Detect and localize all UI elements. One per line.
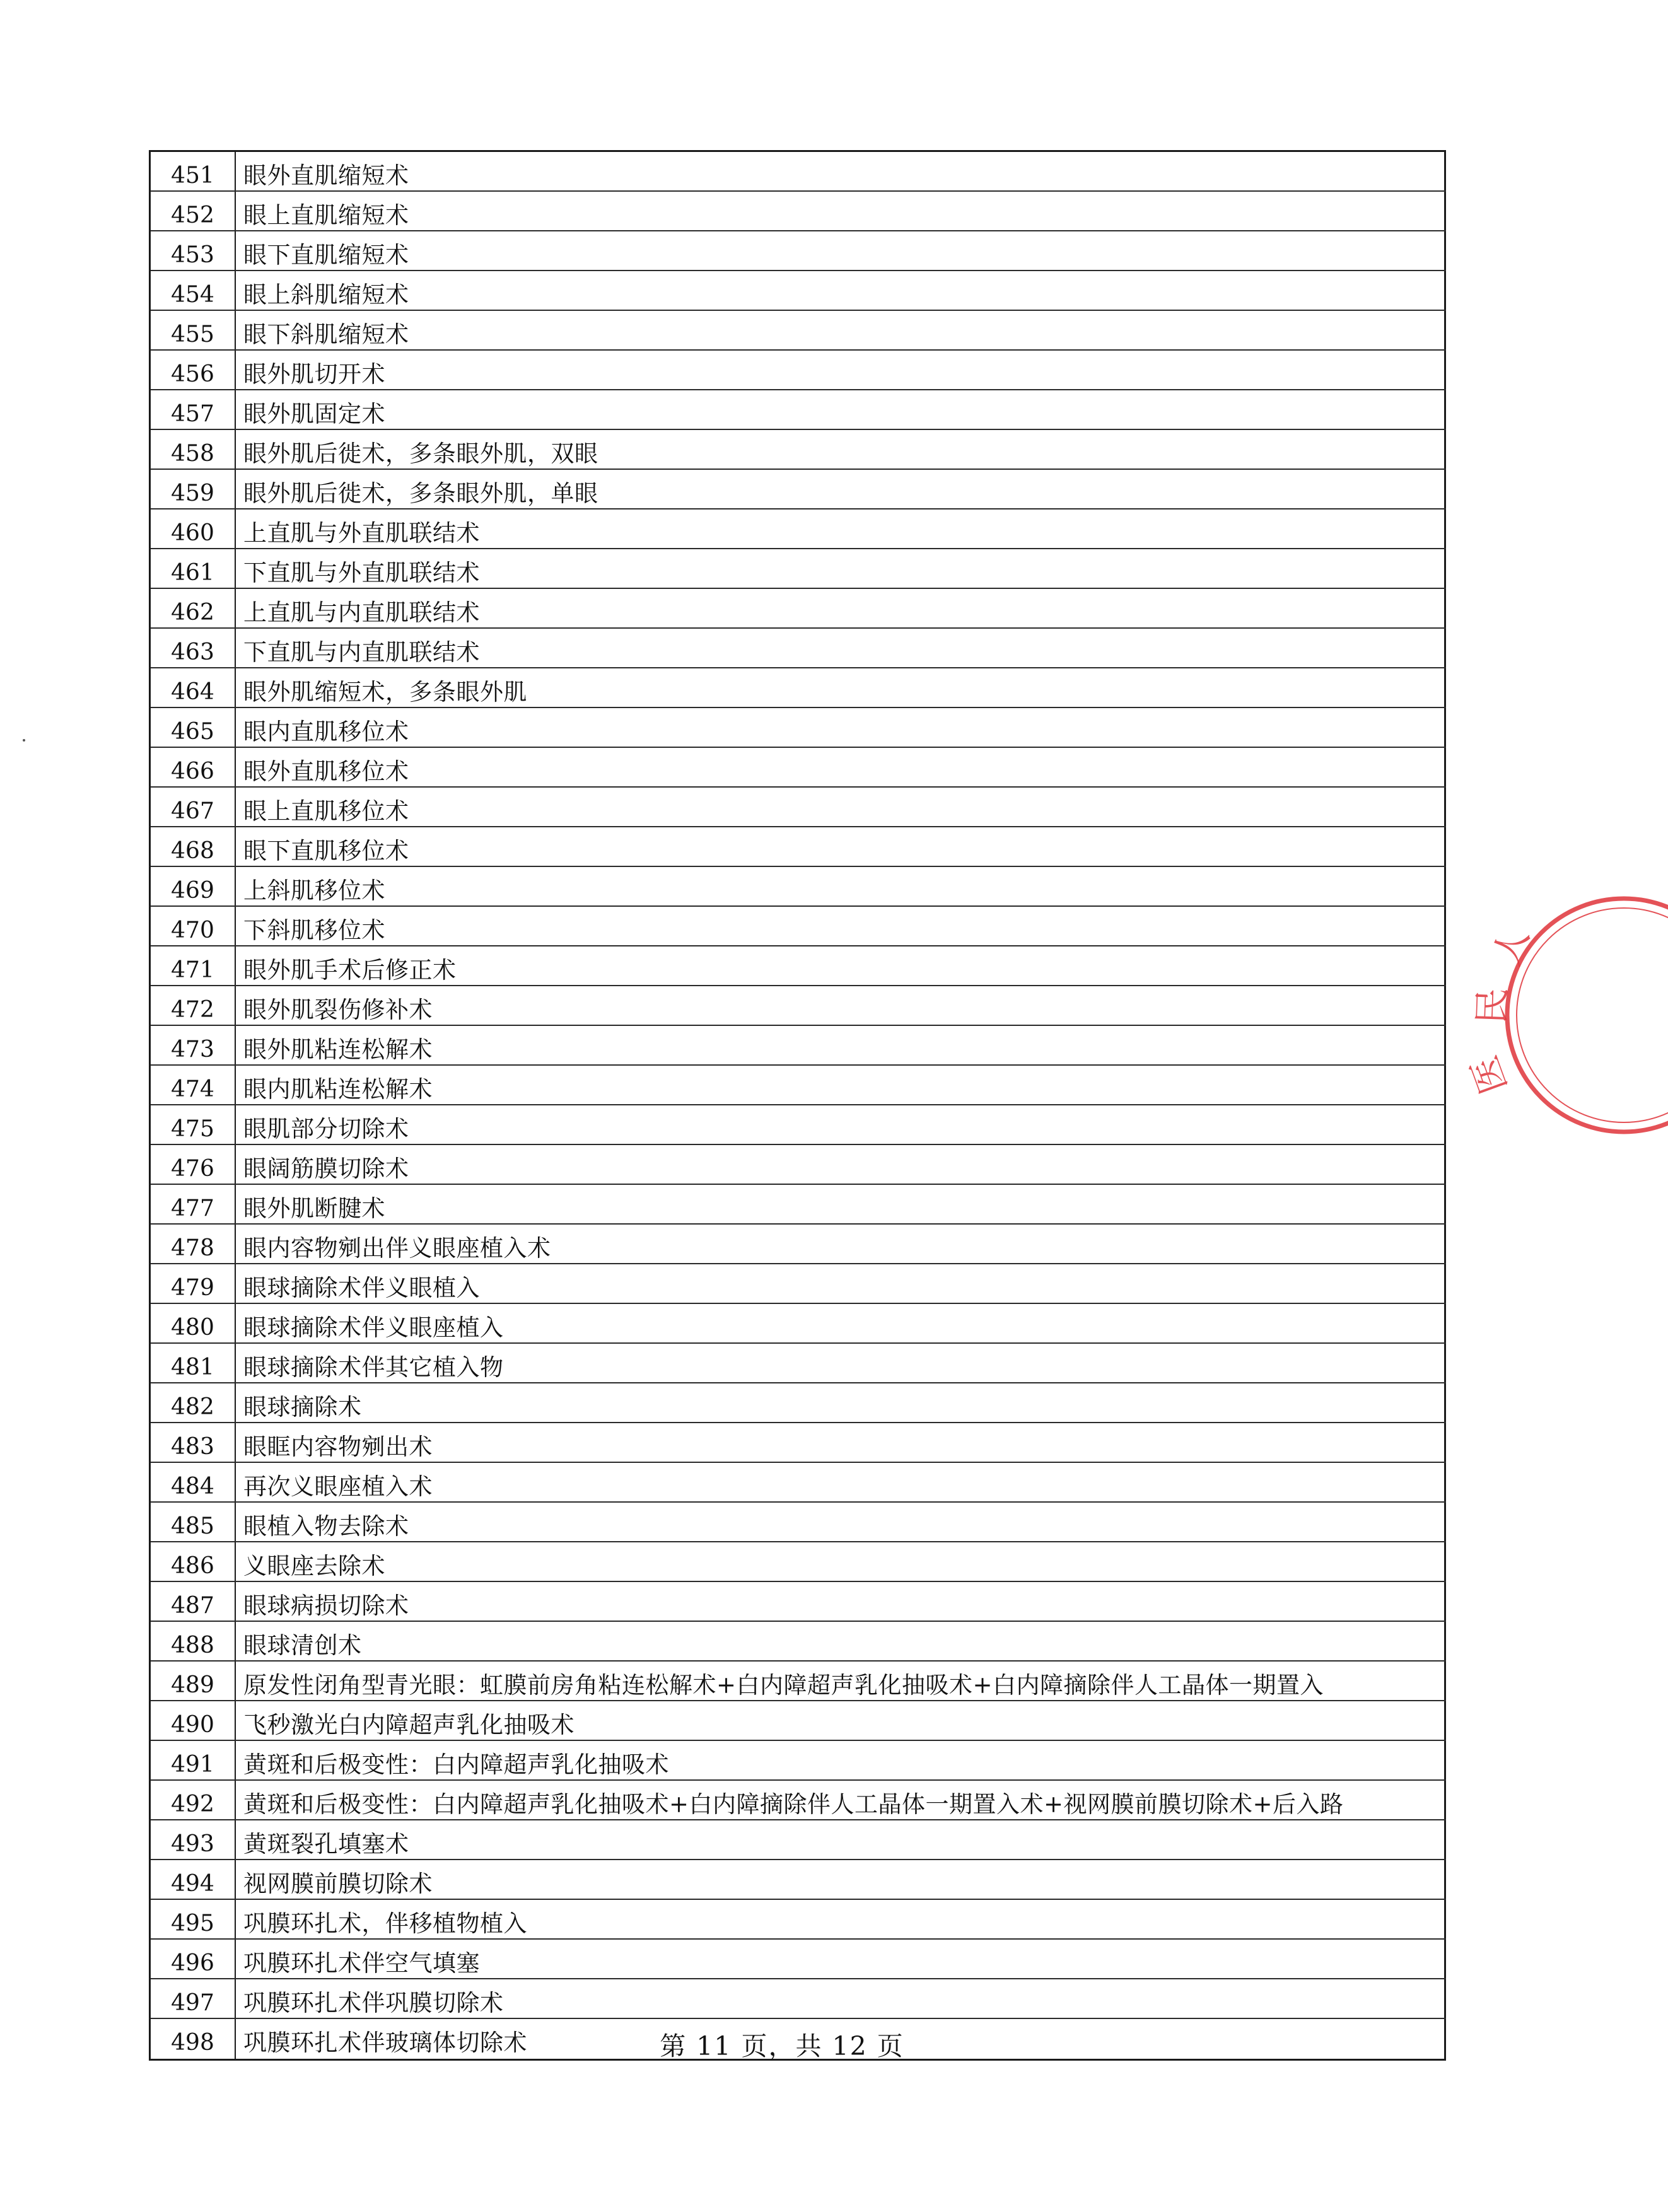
- table-row: [151, 1304, 1446, 1344]
- procedure-name: 眼外直肌移位术: [236, 748, 1446, 786]
- row-number: 490: [151, 1701, 236, 1740]
- table-row: [151, 946, 1446, 986]
- row-number: 472: [151, 986, 236, 1025]
- row-number: 486: [151, 1542, 236, 1581]
- row-number: 494: [151, 1860, 236, 1899]
- procedure-name: 眼外肌缩短术，多条眼外肌: [236, 668, 1446, 707]
- table-row: [151, 1145, 1446, 1185]
- row-number: 469: [151, 867, 236, 905]
- row-number: 498: [151, 2019, 236, 2059]
- procedure-name: 眼外肌后徙术，多条眼外肌，双眼: [236, 430, 1446, 469]
- stamp-char-3: 医: [1462, 1050, 1516, 1100]
- table-row: [151, 867, 1446, 907]
- row-number: 465: [151, 708, 236, 747]
- procedure-name: 眼外肌固定术: [236, 390, 1446, 429]
- row-number: 481: [151, 1344, 236, 1382]
- row-number: 484: [151, 1463, 236, 1501]
- row-number: 483: [151, 1423, 236, 1462]
- procedure-name: 上直肌与内直肌联结术: [236, 589, 1446, 627]
- table-row: [151, 1741, 1446, 1781]
- procedure-name: 眼外肌裂伤修补术: [236, 986, 1446, 1025]
- table-row: [151, 1701, 1446, 1741]
- table-row: [151, 231, 1446, 271]
- row-number: 470: [151, 907, 236, 945]
- table-row: [151, 708, 1446, 748]
- row-number: 466: [151, 748, 236, 786]
- table-row: [151, 1185, 1446, 1225]
- row-number: 451: [151, 152, 236, 190]
- procedure-name: 巩膜环扎术伴玻璃体切除术: [236, 2019, 1446, 2059]
- row-number: 476: [151, 1145, 236, 1184]
- procedure-name: 下直肌与内直肌联结术: [236, 629, 1446, 667]
- table-row: [151, 311, 1446, 351]
- row-number: 493: [151, 1820, 236, 1859]
- row-number: 491: [151, 1741, 236, 1779]
- procedure-name: 眼上斜肌缩短术: [236, 271, 1446, 310]
- procedure-name: 眼球摘除术伴义眼座植入: [236, 1304, 1446, 1342]
- procedure-name: 眼上直肌移位术: [236, 788, 1446, 826]
- table-row: [151, 351, 1446, 390]
- row-number: 473: [151, 1026, 236, 1064]
- row-number: 468: [151, 827, 236, 866]
- table-row: [151, 1781, 1446, 1820]
- row-number: 467: [151, 788, 236, 826]
- red-seal-stamp: [1462, 883, 1668, 1148]
- row-number: 452: [151, 192, 236, 230]
- row-number: 479: [151, 1264, 236, 1303]
- procedure-name: 下斜肌移位术: [236, 907, 1446, 945]
- table-row: [151, 907, 1446, 946]
- table-row: [151, 1225, 1446, 1264]
- table-row: [151, 1820, 1446, 1860]
- row-number: 458: [151, 430, 236, 469]
- procedure-name: 上斜肌移位术: [236, 867, 1446, 905]
- table-row: [151, 1542, 1446, 1582]
- table-row: [151, 827, 1446, 867]
- table-row: [151, 1105, 1446, 1145]
- table-row: [151, 1463, 1446, 1503]
- procedure-name: 眼外直肌缩短术: [236, 152, 1446, 190]
- row-number: 454: [151, 271, 236, 310]
- procedure-name: 视网膜前膜切除术: [236, 1860, 1446, 1899]
- table-row: [151, 986, 1446, 1026]
- table-row: [151, 1026, 1446, 1066]
- procedure-table: [149, 150, 1446, 2061]
- row-number: 477: [151, 1185, 236, 1223]
- procedure-name: 眼内肌粘连松解术: [236, 1066, 1446, 1104]
- procedure-name: 眼内容物剜出伴义眼座植入术: [236, 1225, 1446, 1263]
- procedure-name: 上直肌与外直肌联结术: [236, 509, 1446, 548]
- row-number: 474: [151, 1066, 236, 1104]
- procedure-name: 眼内直肌移位术: [236, 708, 1446, 747]
- row-number: 492: [151, 1781, 236, 1819]
- procedure-name: 再次义眼座植入术: [236, 1463, 1446, 1501]
- table-row: [151, 1979, 1446, 2019]
- procedure-name: 原发性闭角型青光眼：虹膜前房角粘连松解术+白内障超声乳化抽吸术+白内障摘除伴人工晶体一期置入: [236, 1662, 1446, 1700]
- procedure-name: 义眼座去除术: [236, 1542, 1446, 1581]
- procedure-name: 眼阔筋膜切除术: [236, 1145, 1446, 1184]
- row-number: 478: [151, 1225, 236, 1263]
- row-number: 496: [151, 1940, 236, 1978]
- table-row: [151, 1423, 1446, 1463]
- procedure-name: 黄斑和后极变性：白内障超声乳化抽吸术+白内障摘除伴人工晶体一期置入术+视网膜前膜切除术+后入路: [236, 1781, 1446, 1819]
- table-row: [151, 1503, 1446, 1542]
- table-row: [151, 1066, 1446, 1105]
- procedure-name: 眼球摘除术伴义眼植入: [236, 1264, 1446, 1303]
- row-number: 461: [151, 549, 236, 588]
- table-row: [151, 1383, 1446, 1423]
- table-row: [151, 430, 1446, 470]
- stamp-char-2: 民: [1470, 987, 1515, 1025]
- procedure-name: 眼外肌切开术: [236, 351, 1446, 389]
- table-row: [151, 748, 1446, 788]
- table-row: [151, 509, 1446, 549]
- procedure-name: 眼球摘除术: [236, 1383, 1446, 1422]
- procedure-name: 巩膜环扎术，伴移植物植入: [236, 1900, 1446, 1938]
- procedure-name: 巩膜环扎术伴空气填塞: [236, 1940, 1446, 1978]
- row-number: 456: [151, 351, 236, 389]
- procedure-name: 眼外肌手术后修正术: [236, 946, 1446, 985]
- row-number: 480: [151, 1304, 236, 1342]
- procedure-name: 巩膜环扎术伴巩膜切除术: [236, 1979, 1446, 2018]
- procedure-name: 眼下直肌缩短术: [236, 231, 1446, 270]
- row-number: 487: [151, 1582, 236, 1621]
- procedure-name: 黄斑和后极变性：白内障超声乳化抽吸术: [236, 1741, 1446, 1779]
- procedure-name: 黄斑裂孔填塞术: [236, 1820, 1446, 1859]
- procedure-name: 眼下斜肌缩短术: [236, 311, 1446, 349]
- table-row: [151, 1860, 1446, 1900]
- table-row: [151, 390, 1446, 430]
- table-row: [151, 1662, 1446, 1701]
- table-row: [151, 668, 1446, 708]
- stamp-char-1: 人: [1484, 922, 1537, 971]
- row-number: 457: [151, 390, 236, 429]
- row-number: 464: [151, 668, 236, 707]
- row-number: 471: [151, 946, 236, 985]
- row-number: 497: [151, 1979, 236, 2018]
- procedure-name: 眼球病损切除术: [236, 1582, 1446, 1621]
- table-row: [151, 192, 1446, 231]
- procedure-name: 眼上直肌缩短术: [236, 192, 1446, 230]
- row-number: 460: [151, 509, 236, 548]
- procedure-name: 眼肌部分切除术: [236, 1105, 1446, 1144]
- table-row: [151, 1582, 1446, 1622]
- row-number: 495: [151, 1900, 236, 1938]
- table-row: [151, 1940, 1446, 1979]
- table-row: [151, 271, 1446, 311]
- table-row: [151, 1900, 1446, 1940]
- row-number: 462: [151, 589, 236, 627]
- row-number: 489: [151, 1662, 236, 1700]
- procedure-name: 眼球摘除术伴其它植入物: [236, 1344, 1446, 1382]
- table-row: [151, 629, 1446, 668]
- table-row: [151, 470, 1446, 509]
- procedure-name: 眼球清创术: [236, 1622, 1446, 1660]
- row-number: 485: [151, 1503, 236, 1541]
- table-row: [151, 1264, 1446, 1304]
- table-row: [151, 589, 1446, 629]
- procedure-name: 下直肌与外直肌联结术: [236, 549, 1446, 588]
- procedure-name: 飞秒激光白内障超声乳化抽吸术: [236, 1701, 1446, 1740]
- table-row: [151, 152, 1446, 192]
- page-number: 第 11 页，共 12 页: [660, 2031, 904, 2061]
- row-number: 475: [151, 1105, 236, 1144]
- procedure-name: 眼外肌粘连松解术: [236, 1026, 1446, 1064]
- row-number: 455: [151, 311, 236, 349]
- row-number: 488: [151, 1622, 236, 1660]
- row-number: 453: [151, 231, 236, 270]
- table-row: [151, 1622, 1446, 1662]
- procedure-name: 眼眶内容物剜出术: [236, 1423, 1446, 1462]
- procedure-name: 眼外肌后徙术，多条眼外肌，单眼: [236, 470, 1446, 508]
- procedure-name: 眼下直肌移位术: [236, 827, 1446, 866]
- row-number: 482: [151, 1383, 236, 1422]
- scan-mark: [23, 739, 25, 742]
- procedure-name: 眼外肌断腱术: [236, 1185, 1446, 1223]
- procedure-name: 眼植入物去除术: [236, 1503, 1446, 1541]
- table-row: [151, 1344, 1446, 1383]
- table-row: [151, 549, 1446, 589]
- row-number: 463: [151, 629, 236, 667]
- row-number: 459: [151, 470, 236, 508]
- table-row: [151, 788, 1446, 827]
